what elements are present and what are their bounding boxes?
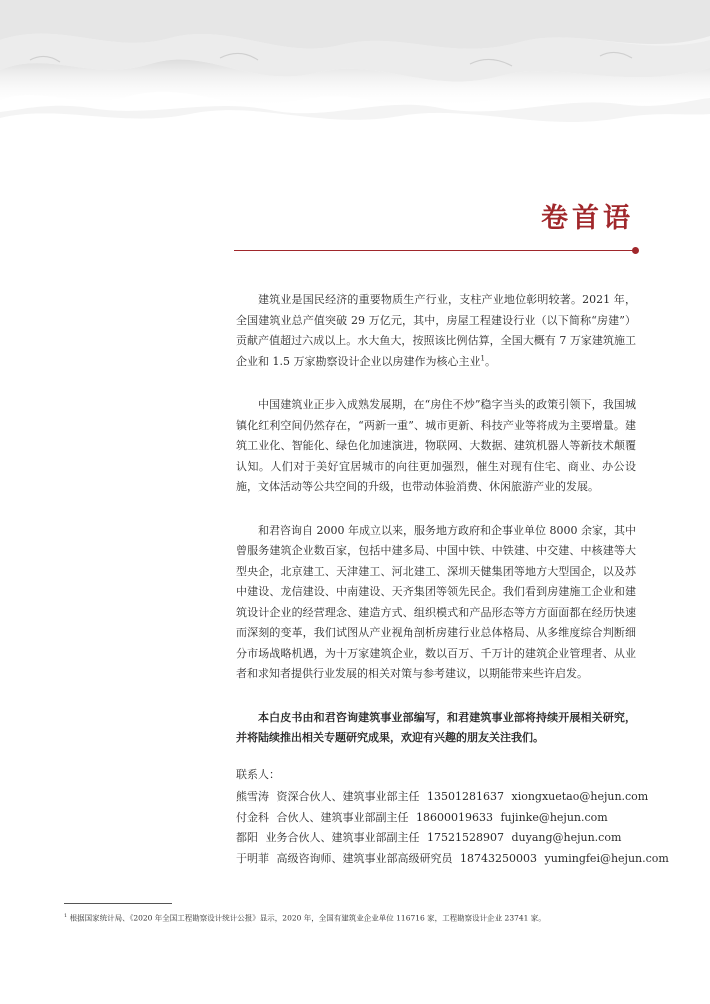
paragraph-trends: 中国建筑业正步入成熟发展期，在“房住不炒”稳字当头的政策引领下，我国城镇化红利空间仍然存在，“两新一重”、城市更新、科技产业等将成为主要增量。建筑工业化、智能化、绿色化加速演进，物联网、大数据、建筑机器人等新技术颠覆认知。人们对于美好宜居城市的向往更加强烈，催生对现有住宅、商业、办公设施，文体活动等公共空间的升级，也带动体验消费、休闲旅游产业的发展。 bbox=[236, 398, 636, 493]
header-landscape-art bbox=[0, 0, 710, 140]
contacts-section bbox=[236, 765, 669, 870]
title-divider-dot bbox=[632, 247, 639, 254]
contact-email[interactable]: xiongxuetao@hejun.com bbox=[511, 790, 649, 803]
paragraph-industry-end: 。 bbox=[484, 354, 496, 368]
title-divider bbox=[234, 250, 636, 251]
footnote-marker: 1 bbox=[64, 913, 68, 919]
footnote-reference: 1 bbox=[480, 353, 485, 362]
paragraph-industry-text: 建筑业是国民经济的重要物质生产行业，支柱产业地位彰明较著。2021 年，全国建筑业总产值突破 29 万亿元，其中，房屋工程建设行业（以下简称“房建”）贡献产值超过六成以上。水大鱼大，按照该比例估算，全国大概有 7 万家建筑施工企业和 1.5 万家勘察设计企业以房建作为核心主业 bbox=[236, 293, 636, 368]
contact-role: 合伙人、建筑事业部副主任 bbox=[276, 810, 409, 824]
contact-phone: 17521528907 bbox=[427, 831, 504, 844]
footnote-divider bbox=[64, 903, 172, 904]
contact-email[interactable]: fujinke@hejun.com bbox=[500, 810, 608, 824]
contact-role: 高级咨询师、建筑事业部高级研究员 bbox=[276, 851, 453, 865]
contact-email[interactable]: duyang@hejun.com bbox=[511, 831, 622, 844]
contact-name: 付金科 bbox=[236, 810, 269, 824]
contacts-label: 联系人： bbox=[236, 767, 280, 781]
footnote-text: 根据国家统计局、《2020 年全国工程勘察设计统计公报》显示，2020 年，全国有建筑业企业单位 116716 家，工程勘察设计企业 23741 家。 bbox=[69, 913, 546, 923]
contact-phone: 18600019633 bbox=[416, 810, 493, 824]
paragraph-industry bbox=[236, 290, 636, 372]
contact-role: 资深合伙人、建筑事业部主任 bbox=[276, 790, 420, 803]
contact-row bbox=[236, 787, 649, 808]
footnote bbox=[64, 911, 664, 924]
page-title: 卷首语 bbox=[541, 203, 634, 234]
contact-row bbox=[236, 808, 636, 829]
contact-name: 都阳 bbox=[236, 831, 258, 844]
contact-row bbox=[236, 828, 636, 849]
contact-role: 业务合伙人、建筑事业部副主任 bbox=[265, 831, 420, 844]
contact-name: 熊雪涛 bbox=[236, 790, 269, 803]
contact-phone: 13501281637 bbox=[427, 790, 504, 803]
main-content bbox=[236, 290, 669, 869]
contact-email[interactable]: yumingfei@hejun.com bbox=[544, 851, 669, 865]
contact-phone: 18743250003 bbox=[460, 851, 537, 865]
paragraph-whitepaper-note: 本白皮书由和君咨询建筑事业部编写，和君建筑事业部将持续开展相关研究，并将陆续推出相关专题研究成果，欢迎有兴趣的朋友关注我们。 bbox=[236, 710, 636, 744]
contact-name: 于明菲 bbox=[236, 851, 269, 865]
paragraph-company: 和君咨询自 2000 年成立以来，服务地方政府和企事业单位 8000 余家，其中曾服务建筑企业数百家，包括中建多局、中国中铁、中铁建、中交建、中核建等大型央企，北京建工、天津建工、河北建工、深圳天健集团等地方大型国企，以及苏中建设、龙信建设、中南建设、天齐集团等领先民企。我们看到房建施工企业和建筑设计企业的经营理念、建造方式、组织模式和产品形态等方方面面都在经历快速而深刻的变革，我们试图从产业视角剖析房建行业总体格局、从多维度综合判断细分市场战略机遇，为十万家建筑企业，数以百万、千万计的建筑企业管理者、从业者和求知者提供行业发展的相关对策与参考建议，以期能带来些许启发。 bbox=[236, 523, 636, 680]
contact-row bbox=[236, 849, 669, 870]
